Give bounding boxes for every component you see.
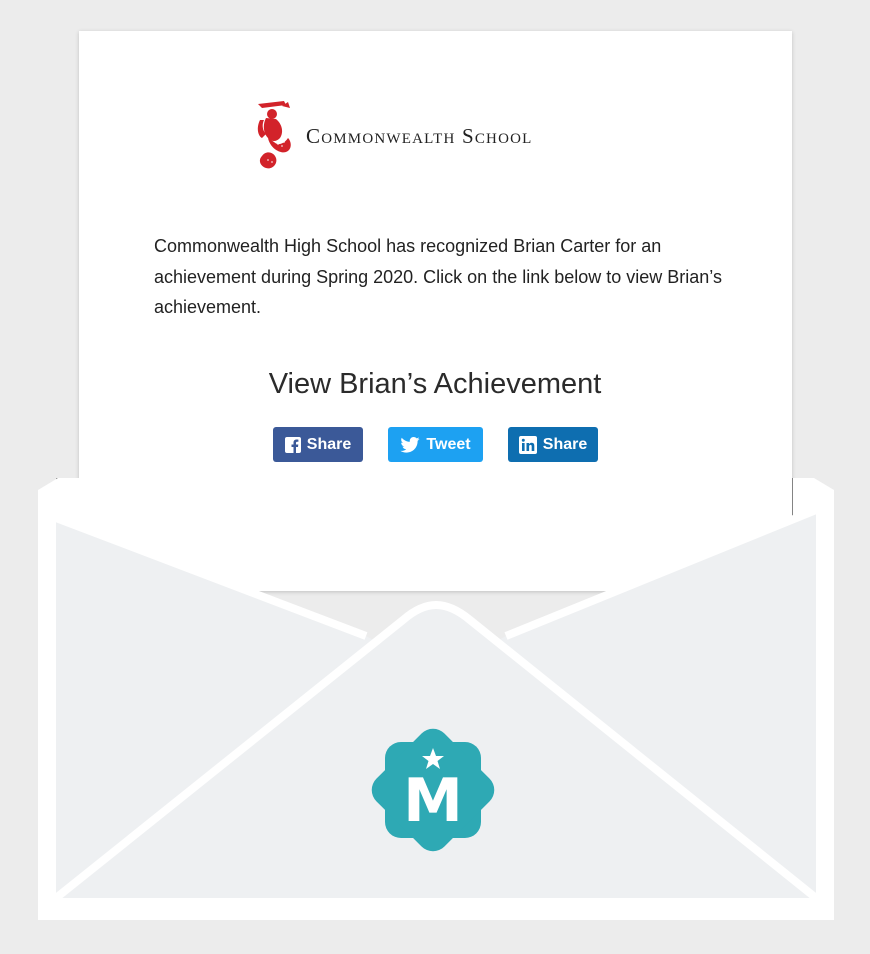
badge-letter: M xyxy=(403,766,463,836)
linkedin-icon xyxy=(519,436,537,454)
school-logo xyxy=(254,98,533,174)
linkedin-share-label: Share xyxy=(542,435,588,453)
badge-icon xyxy=(360,717,506,863)
achievement-message: Commonwealth High School has recognized Brian Carter for an achievement during Spring 2020. Click on the link below to view Brian’s achievement. xyxy=(154,236,722,317)
twitter-icon xyxy=(400,437,420,453)
school-name: Commonwealth School xyxy=(306,123,533,148)
linkedin-share-button[interactable] xyxy=(508,427,598,462)
mermaid-icon xyxy=(254,98,294,174)
facebook-share-button[interactable] xyxy=(273,427,363,462)
twitter-tweet-label: Tweet xyxy=(426,435,471,453)
view-achievement-link[interactable]: View Brian’s Achievement xyxy=(268,368,602,400)
twitter-tweet-button[interactable] xyxy=(388,427,483,462)
facebook-share-label: Share xyxy=(306,435,352,453)
facebook-icon xyxy=(285,437,301,453)
